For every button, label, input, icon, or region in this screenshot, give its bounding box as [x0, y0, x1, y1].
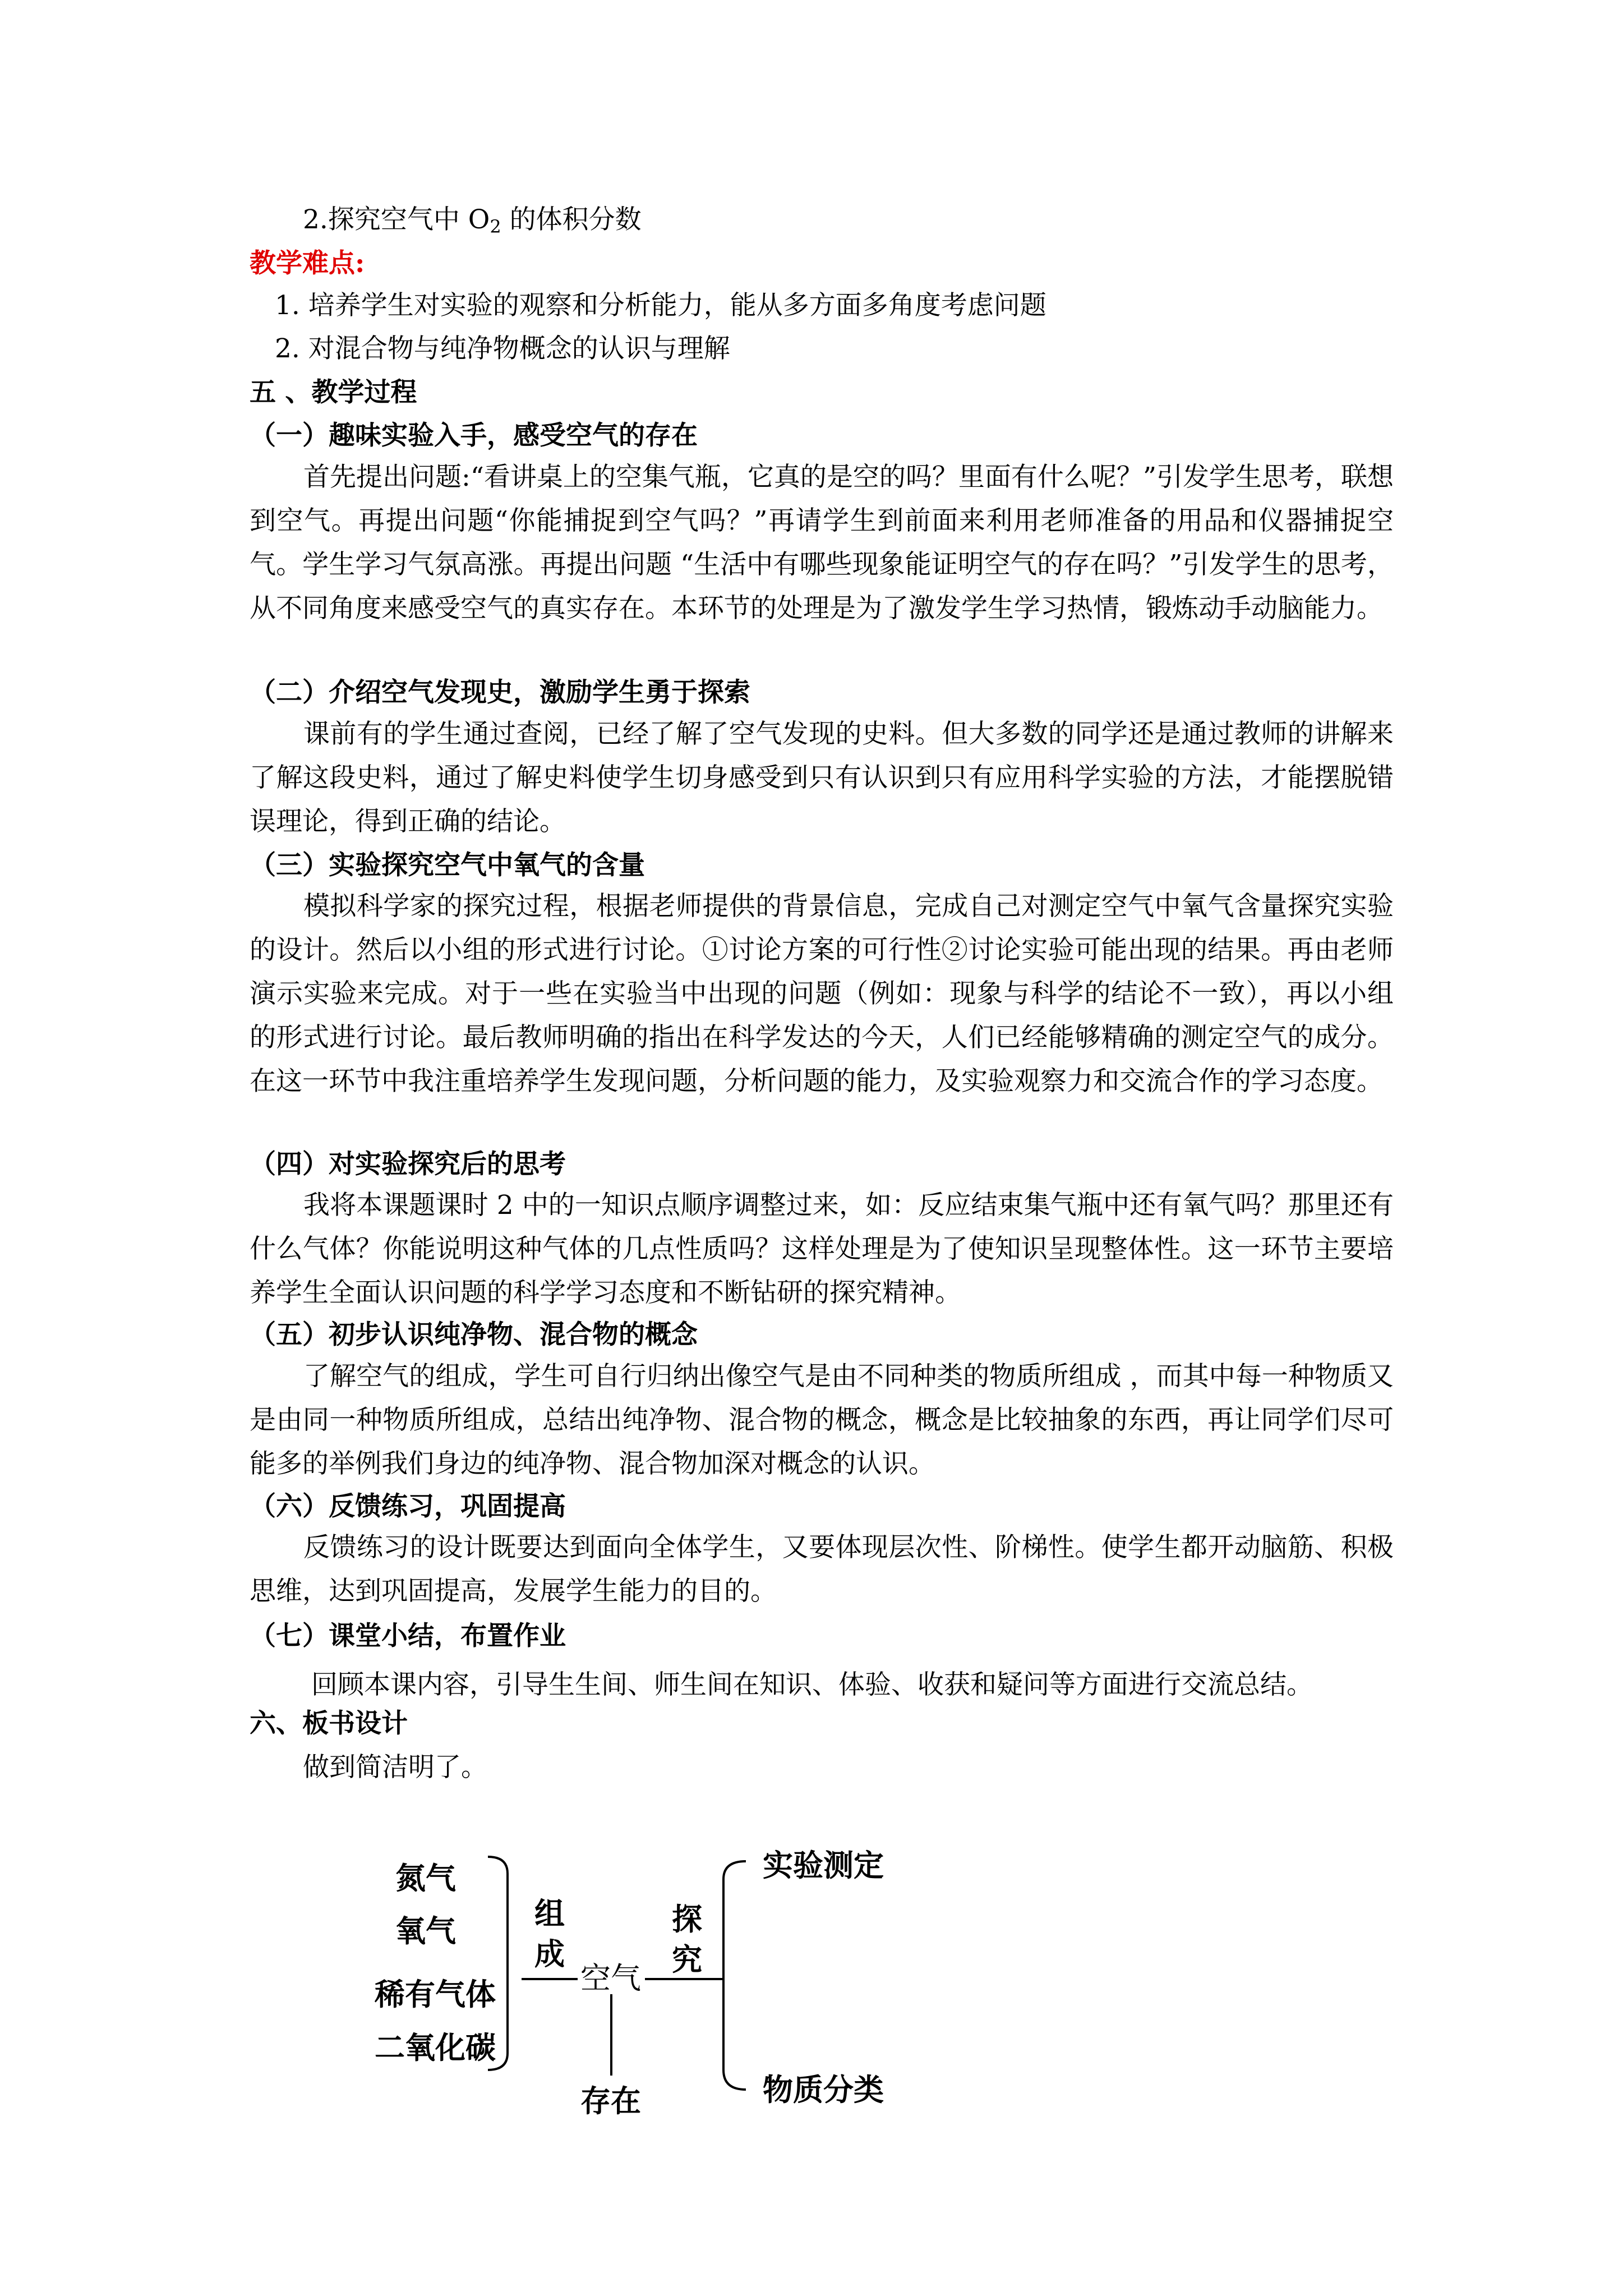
paragraph-3: 模拟科学家的探究过程，根据老师提供的背景信息，完成自己对测定空气中氧气含量探究实验的设计。然后以小组的形式进行讨论。①讨论方案的可行性②讨论实验可能出现的结果。再由老师演示实验来完成。对于一些在实验当中出现的问题（例如：现象与科学的结论不一致），再以小组的形式进行讨论。最后教师明确的指出在科学发达的今天，人们已经能够精确的测定空气的成分。在这一环节中我注重培养学生发现问题，分析问题的能力，及实验观察力和交流合作的学习态度。	[250, 891, 1394, 1097]
paragraph-1: 首先提出问题:“看讲桌上的空集气瓶，它真的是空的吗？里面有什么呢？”引发学生思考，联想到空气。再提出问题“你能捕捉到空气吗？”再请学生到前面来利用老师准备的用品和仪器捕捉空气。学生学习气氛高涨。再提出问题 “生活中有哪些现象能证明空气的存在吗？”引发学生的思考，从不同角度来感受空气的真实存在。本环节的处理是为了激发学生学习热情，锻炼动手动脑能力。	[250, 462, 1394, 624]
sub-heading-5: （五）初步认识纯净物、混合物的概念	[250, 1319, 698, 1350]
section-6-heading: 六、板书设计	[250, 1708, 408, 1739]
difficulty-heading: 教学难点:	[250, 248, 365, 279]
paragraph-4: 我将本课题课时 2 中的一知识点顺序调整过来，如：反应结束集气瓶中还有氧气吗？那里还有什么气体？你能说明这种气体的几点性质吗？这样处理是为了使知识呈现整体性。这一环节主要培养学生全面认识问题的科学学习态度和不断钻研的探究精神。	[250, 1190, 1394, 1308]
paragraph-5: 了解空气的组成，学生可自行归纳出像空气是由不同种类的物质所组成 ，而其中每一种物质又是由同一种物质所组成，总结出纯净物、混合物的概念，概念是比较抽象的东西，再让同学们尽可能多的举例我们身边的纯净物、混合物加深对概念的认识。	[250, 1361, 1394, 1479]
section-5-heading: 五 、教学过程	[250, 377, 417, 408]
difficulty-item-1: 1. 培养学生对实验的观察和分析能力，能从多方面多角度考虑问题	[275, 290, 1046, 321]
difficulty-item-2: 2. 对混合物与纯净物概念的认识与理解	[275, 333, 730, 364]
diagram-item-co2: 二氧化碳	[375, 2030, 496, 2065]
diagram-explore-label: 探究	[672, 1901, 702, 1977]
sub-heading-6: （六）反馈练习，巩固提高	[250, 1491, 566, 1522]
sub-heading-4: （四）对实验探究后的思考	[250, 1149, 566, 1180]
diagram-classification-label: 物质分类	[763, 2072, 884, 2108]
diagram-experiment-label: 实验测定	[763, 1847, 884, 1883]
sub-heading-3: （三）实验探究空气中氧气的含量	[250, 850, 645, 881]
diagram-center-air: 空气	[580, 1961, 641, 1996]
diagram-item-oxygen: 氧气	[395, 1913, 456, 1949]
paragraph-6: 反馈练习的设计既要达到面向全体学生，又要体现层次性、阶梯性。使学生都开动脑筋、积极思维，达到巩固提高，发展学生能力的目的。	[250, 1532, 1394, 1607]
diagram-item-rare-gas: 稀有气体	[375, 1976, 496, 2012]
sub-heading-1: （一）趣味实验入手，感受空气的存在	[250, 420, 698, 451]
sub-heading-7: （七）课堂小结，布置作业	[250, 1621, 566, 1651]
paragraph-7: 回顾本课内容，引导生生间、师生间在知识、体验、收获和疑问等方面进行交流总结。	[311, 1669, 1313, 1700]
sub-heading-2: （二）介绍空气发现史，激励学生勇于探索	[250, 677, 750, 708]
section-6-text: 做到简洁明了。	[303, 1752, 487, 1783]
paragraph-2: 课前有的学生通过查阅，已经了解了空气发现的史料。但大多数的同学还是通过教师的讲解来了解这段史料，通过了解史料使学生切身感受到只有认识到只有应用科学实验的方法，才能摆脱错误理论，得到正确的结论。	[250, 719, 1394, 837]
diagram-compose-label: 组成	[534, 1895, 565, 1972]
diagram-exist-label: 存在	[580, 2083, 641, 2119]
diagram-item-nitrogen: 氮气	[395, 1860, 456, 1896]
o2-volume-line: 2.探究空气中 $O_2$ 的体积分数	[303, 204, 642, 237]
